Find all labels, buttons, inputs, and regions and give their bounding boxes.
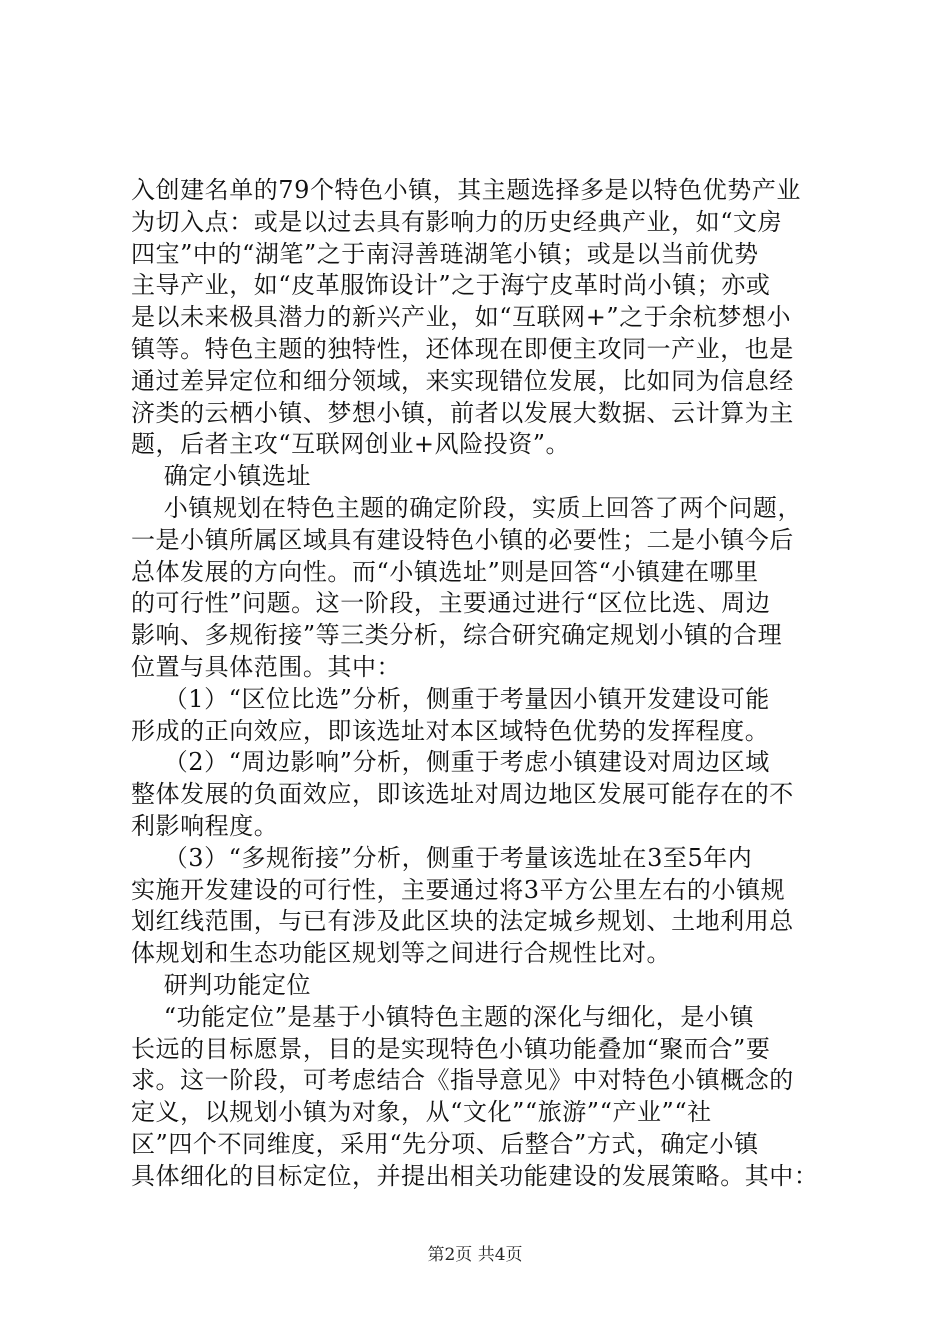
- body-text: [131, 175, 828, 1193]
- text-line: 为切入点：或是以过去具有影响力的历史经典产业，如“文房: [131, 207, 783, 236]
- text-line: 入创建名单的79个特色小镇，其主题选择多是以特色优势产业: [131, 176, 801, 204]
- text-line: 总体发展的方向性。而“小镇选址”则是回答“小镇建在哪里: [131, 557, 759, 586]
- text-line: 求。这一阶段，可考虑结合《指导意见》中对特色小镇概念的: [131, 1066, 794, 1095]
- page-number-footer: 第2页 共4页: [427, 1245, 523, 1265]
- text-line: 定义，以规划小镇为对象，从“文化”“旅游”“产业”“社: [131, 1098, 712, 1127]
- list-item: （2）“周边影响”分析，侧重于考虑小镇建设对周边区域: [131, 748, 770, 777]
- text-line: 的可行性”问题。这一阶段，主要通过进行“区位比选、周边: [131, 589, 771, 618]
- text-line: 镇等。特色主题的独特性，还体现在即便主攻同一产业，也是: [131, 334, 794, 363]
- text-line: 是以未来极具潜力的新兴产业，如“互联网+”之于余杭梦想小: [131, 303, 792, 332]
- text-line: 四宝”中的“湖笔”之于南浔善琏湖笔小镇；或是以当前优势: [131, 239, 759, 268]
- text-line: 位置与具体范围。其中：: [131, 652, 402, 681]
- text-line: 题，后者主攻“互联网创业+风险投资”。: [131, 430, 571, 459]
- section-heading: 确定小镇选址: [131, 462, 312, 491]
- text-line: 区”四个不同维度，采用“先分项、后整合”方式，确定小镇: [131, 1129, 759, 1158]
- text-line: 具体细化的目标定位，并提出相关功能建设的发展策略。其中：: [131, 1161, 819, 1190]
- text-line: 影响、多规衔接”等三类分析，综合研究确定规划小镇的合理: [131, 621, 783, 650]
- text-line: 长远的目标愿景，目的是实现特色小镇功能叠加“聚而合”要: [131, 1034, 771, 1063]
- text-line: 整体发展的负面效应，即该选址对周边地区发展可能存在的不: [131, 780, 794, 809]
- text-line: 小镇规划在特色主题的确定阶段，实质上回答了两个问题，: [131, 493, 803, 522]
- text-line: 形成的正向效应，即该选址对本区域特色优势的发挥程度。: [131, 716, 770, 745]
- text-line: 划红线范围，与已有涉及此区块的法定城乡规划、土地利用总: [131, 907, 794, 936]
- text-line: 通过差异定位和细分领域，来实现错位发展，比如同为信息经: [131, 366, 794, 395]
- text-line: 实施开发建设的可行性，主要通过将3平方公里左右的小镇规: [131, 875, 786, 904]
- text-line: 主导产业，如“皮革服饰设计”之于海宁皮革时尚小镇；亦或: [131, 271, 771, 300]
- text-line: “功能定位”是基于小镇特色主题的深化与细化，是小镇: [131, 1002, 755, 1031]
- list-item: （3）“多规衔接”分析，侧重于考量该选址在3至5年内: [131, 843, 753, 872]
- section-heading: 研判功能定位: [131, 970, 312, 999]
- text-line: 利影响程度。: [131, 811, 279, 840]
- text-line: 济类的云栖小镇、梦想小镇，前者以发展大数据、云计算为主: [131, 398, 794, 427]
- text-line: 一是小镇所属区域具有建设特色小镇的必要性；二是小镇今后: [131, 525, 794, 554]
- text-line: 体规划和生态功能区规划等之间进行合规性比对。: [131, 939, 672, 968]
- list-item: （1）“区位比选”分析，侧重于考量因小镇开发建设可能: [131, 684, 770, 713]
